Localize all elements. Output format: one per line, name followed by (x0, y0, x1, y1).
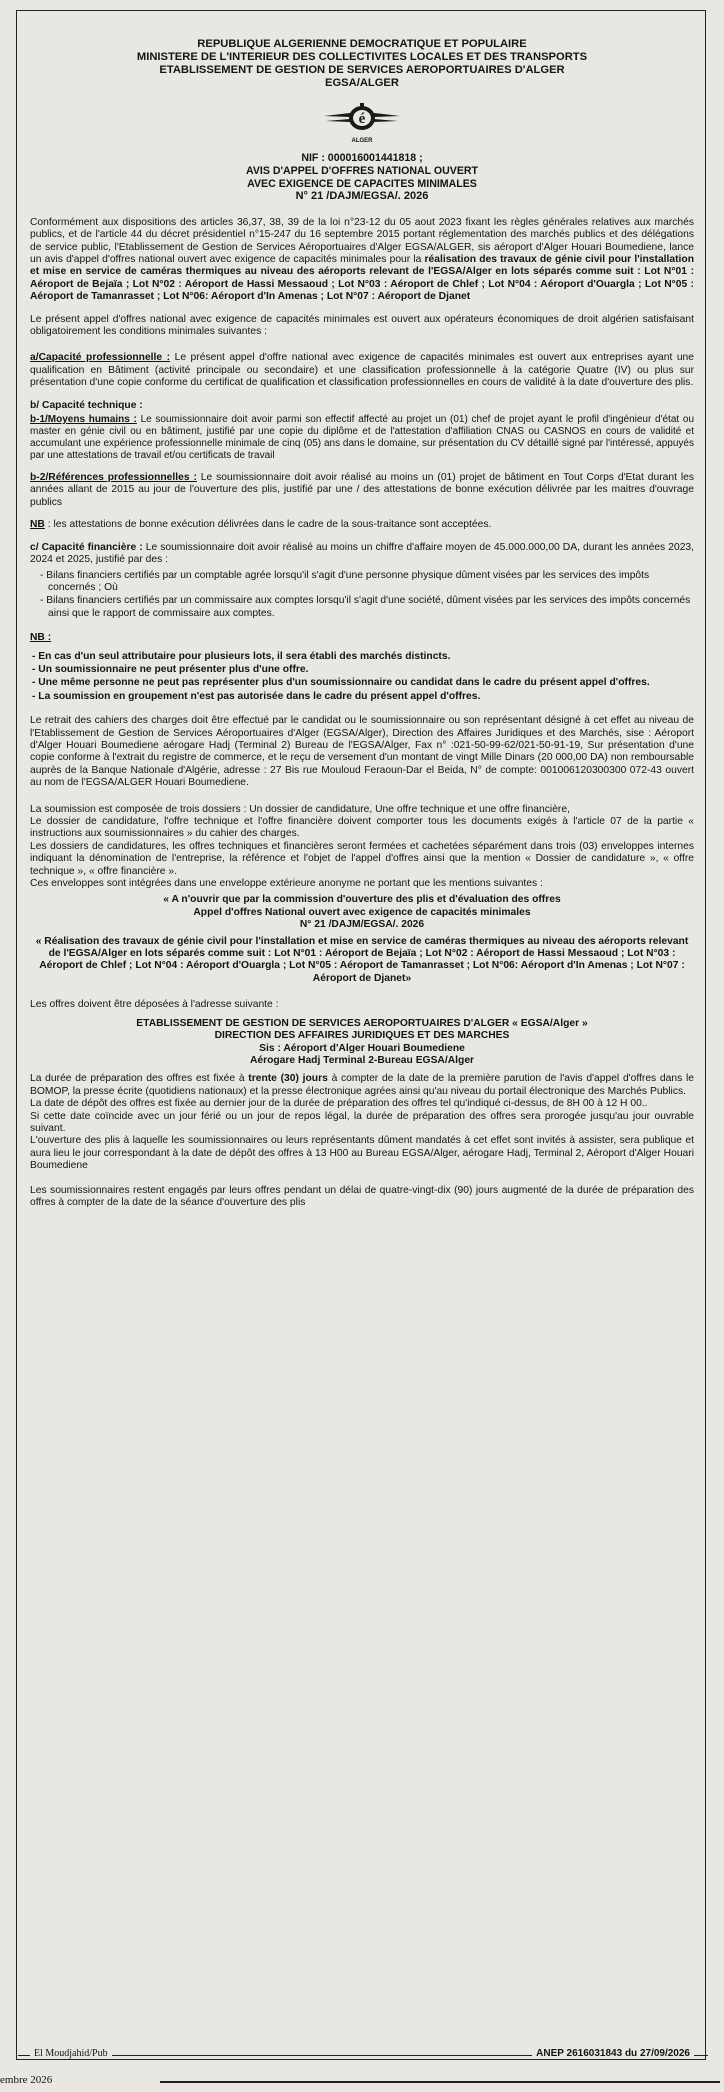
submission-block (30, 804, 694, 891)
professional-capacity-text: Le présent appel d'offre national avec exigence de capacités minimales est ouvert aux entreprises ayant une qualification en Bâtiment (activité principale ou secondaire) et une classification professionnelle à la catégorie Quatre (IV) ou plus sur présentation d'une copie conforme du certificat de qualification et classification professionnelles en cours de validité à la date d'ouverture des plis. (30, 352, 694, 389)
professional-references-text: Le soumissionnaire doit avoir réalisé au moins un (01) projet de bâtiment en Tout Corps d'Etat durant les années allant de 2015 au jour de l'ouverture des plis, justifié par une / des attestations de bonne exécution délivrée par les maitres d'ouvrage publics (30, 472, 694, 508)
svg-text:é: é (358, 111, 366, 127)
human-resources (30, 414, 694, 462)
notice-content (30, 38, 694, 1219)
envelope-line-4: « Réalisation des travaux de génie civil pour l'installation et mise en service de caméras thermiques au niveau des aéroports relevant de l'EGSA/Alger en lots séparés comme suit : Lot N°01 : Aéroport de Bejaïa ; Lot N°02 : Aéroport de Hassi Messaoud ; Lot N°03 : Aéroport de Chlef ; Lot N°04 : Aéroport d'Ouargla ; Lot N°05 : Aéroport de Tamanrasset ; Lot N°06: Aéroport d'In Amenas ; Lot N°07 : Aéroport de Djanet» (35, 935, 689, 984)
envelope-line-3: N° 21 /DAJM/EGSA/. 2026 (299, 919, 425, 931)
intro-paragraph (30, 217, 694, 304)
financial-capacity-text: Le soumissionnaire doit avoir réalisé au moins un chiffre d'affaire moyen de 45.000.000,00 DA, durant les années 2023, 2024 et 2025, justifié par des : (30, 541, 695, 566)
list-item: - Bilans financiers certifiés par un comptable agrée lorsqu'il s'agit d'une personne physique dûment visées par les services des impôts concernés ; Où (40, 569, 650, 593)
professional-capacity-label: a/Capacité professionnelle : (30, 352, 171, 364)
list-item: - En cas d'un seul attributaire pour plusieurs lots, il sera établi des marchés distincts. (32, 650, 451, 662)
header-line-establishment: ETABLISSEMENT DE GESTION DE SERVICES AEROPORTUAIRES D'ALGER (159, 64, 565, 76)
financial-capacity (30, 542, 694, 567)
intro-object-bold: réalisation des travaux de génie civil pour l'installation et mise en service de caméras thermiques au niveau des aéroports relevant de l'EGSA/Alger en lots séparés comme suit : Lot N°01 : Aéroport de Bejaïa ; Lot N°02 : Aéroport de Hassi Messaoud ; Lot N°03 : Aéroport de Chlef ; Lot N°04 : Aéroport d'Ouargla ; Lot N°05 : Aéroport de Tamanrasset ; Lot N°06: Aéroport d'In Amenas ; Lot N°07 : Aéroport de Djanet (30, 254, 694, 303)
deposit-address-line-1: ETABLISSEMENT DE GESTION DE SERVICES AEROPORTUAIRES D'ALGER « EGSA/Alger » (136, 1017, 588, 1029)
deposit-terms (30, 1073, 694, 1172)
professional-references-label: b-2/Références professionnelles : (30, 472, 197, 484)
envelope-mention (30, 894, 694, 985)
human-resources-text: Le soumissionnaire doit avoir parmi son effectif affecté au projet un (01) chef de projet ayant le profil d'ingénieur d'état ou master en génie civil ou en bâtiment, justifié par une copie du diplôme et de l'attestation d'affiliation CNAS ou CASNOS en cours de validité et accumulant une expérience professionnelle minimale de cinq (05) ans dans le domaine, sur présentation du CV détaillé signé par l'intéressé, appuyés par une attestations de travail et/ou certificats de travail (30, 414, 695, 462)
technical-capacity-label: b/ Capacité technique : (30, 399, 143, 411)
title-line-2: AVEC EXIGENCE DE CAPACITES MINIMALES (247, 177, 477, 190)
footer-source: El Moudjahid/Pub (30, 2048, 112, 2059)
deposit-date: La date de dépôt des offres est fixée au dernier jour de la durée de préparation des offres tel qu'indiqué ci-dessus, de 8H 00 à 12 H 00.. (30, 1098, 648, 1110)
submission-p2: Le dossier de candidature, l'offre technique et l'offre financière doivent comporter tous les documents exigés à l'article 07 de la partie « instructions aux soumissionnaires » du cahier des charges. (30, 816, 694, 840)
preparation-duration-days: trente (30) jours (248, 1073, 328, 1085)
submission-p1: La soumission est composée de trois dossiers : Un dossier de candidature, Une offre technique et une offre financière, (30, 803, 570, 815)
bottom-rule (160, 2081, 720, 2083)
financial-documents-list (30, 570, 694, 621)
logo (30, 102, 694, 144)
header-line-republic: REPUBLIQUE ALGERIENNE DEMOCRATIQUE ET POPULAIRE (197, 38, 527, 50)
logo-subtext: ALGER (351, 138, 373, 145)
envelope-line-2: Appel d'offres National ouvert avec exigence de capacités minimales (193, 906, 531, 918)
nb2-label: NB : (30, 632, 52, 644)
eligibility-paragraph: Le présent appel d'offres national avec exigence de capacités minimales est ouvert aux opérateurs économiques de droit algérien satisfaisant obligatoirement les conditions minimales suivantes : (30, 313, 694, 338)
title-line-1: AVIS D'APPEL D'OFFRES NATIONAL OUVERT (245, 165, 479, 177)
deposit-intro: Les offres doivent être déposées à l'adresse suivante : (30, 999, 279, 1011)
human-resources-label: b-1/Moyens humains : (30, 414, 137, 426)
holiday-rule: Si cette date coïncide avec un jour férié ou un jour de repos légal, la durée de préparation des offres sera prorogée jusqu'au jour ouvrable suivant. (30, 1110, 694, 1134)
deposit-address-line-4: Aérogare Hadj Terminal 2-Bureau EGSA/Alger (249, 1054, 475, 1066)
submission-p4: Ces enveloppes sont intégrées dans une enveloppe extérieure anonyme ne portant que les mentions suivantes : (30, 878, 543, 890)
nb2-list (30, 651, 694, 704)
footer-anep-reference: ANEP 2616031843 du 27/09/2026 (532, 2048, 694, 2059)
opening-session: L'ouverture des plis à laquelle les soumissionnaires ou leurs représentants dûment mandatés à cet effet sont invités à assister, sera publique et aura lieu le jour correspondant à la date de dépôt des offres à 13 H00 au Bureau EGSA/Alger, aérogare Hadj, Terminal 2, Aéroport d'Alger Houari Boumediene (30, 1135, 694, 1172)
list-item: - La soumission en groupement n'est pas autorisée dans le cadre du présent appel d'offres. (32, 690, 481, 702)
page-date-fragment: embre 2026 (0, 2074, 53, 2086)
deposit-address-line-3: Sis : Aéroport d'Alger Houari Boumediene (259, 1042, 465, 1054)
preparation-duration-rest: à compter de la date de la première parution de l'avis d'appel d'offres dans le BOMOP, la presse écrite (quotidiens nationaux) et la presse électronique agrées ainsi qu'au niveau du portail électronique des Marchés Publics. (30, 1073, 695, 1097)
page-bottom-strip (0, 2072, 724, 2092)
list-item: - Un soumissionnaire ne peut présenter plus d'une offre. (32, 663, 309, 675)
nif-number: NIF : 000016001441818 ; (301, 152, 423, 165)
preparation-duration (30, 1073, 694, 1098)
nb-subcontracting-text: : les attestations de bonne exécution délivrées dans le cadre de la sous-traitance sont acceptées. (44, 519, 492, 531)
notice-title (30, 152, 694, 202)
deposit-address (30, 1018, 694, 1068)
header-line-egsa: EGSA/ALGER (325, 77, 399, 89)
professional-capacity (30, 352, 694, 389)
envelope-line-1: « A n'ouvrir que par la commission d'ouverture des plis et d'évaluation des offres (163, 894, 561, 906)
list-item: - Une même personne ne peut pas représenter plus d'un soumissionnaire ou candidat dans le cadre du présent appel d'offres. (32, 677, 650, 689)
notice-footer (18, 2048, 708, 2064)
nb-label: NB (30, 519, 45, 531)
preparation-duration-text: La durée de préparation des offres est fixée à (30, 1073, 249, 1085)
validity-paragraph: Les soumissionnaires restent engagés par leurs offres pendant un délai de quatre-vingt-dix (90) jours augmenté de la durée de préparation des offres à compter de la date de la séance d'ouverture des plis (30, 1184, 694, 1208)
deposit-address-line-2: DIRECTION DES AFFAIRES JURIDIQUES ET DES MARCHES (214, 1030, 510, 1042)
header-block (30, 38, 694, 90)
submission-p3: Les dossiers de candidatures, les offres techniques et financières seront fermées et cachetées séparément dans trois (03) enveloppes internes indiquant la dénomination de l'entreprise, la référence et l'objet de l'appel d'offres ainsi que la mention « Dossier de candidature », « offre technique », « offre financière ». (30, 840, 694, 877)
nb-subcontracting (30, 519, 694, 531)
list-item: - Bilans financiers certifiés par un commissaire aux comptes lorsqu'il s'agit d'une société, dûment visées par les services des impôts concernés ainsi que le rapport de commissaire aux comptes. (40, 595, 691, 619)
financial-capacity-label: c/ Capacité financière : (30, 541, 143, 553)
withdrawal-paragraph: Le retrait des cahiers des charges doit être effectué par le candidat ou le soumissionnaire ou son représentant désigné à cet effet au niveau de l'Etablissement de Gestion de Services Aéroportuaires d'Alger (EGSA/Alger), Direction des Affaires Juridiques et des Marchés, sise : Aéroport d'Alger Houari Boumediene aérogare Hadj (Terminal 2) Bureau de l'EGSA/Alger, Fax n° :021-50-99-62/021-50-91-19, Sur présentation d'une copie conforme à l'extrait du registre de commerce, et le reçu de versement d'un montant de vingt Mille Dinars (20 000,00 DA) non remboursable auprès de la Banque Nationale d'Algérie, adresse : 27 Bis rue Mouloud Feraoun-Dar el Beida, N° de compte: 001006120300300 072-43 ouvert au nom de l'EGSA/ALGER Houari Boumediene. (30, 715, 694, 789)
professional-references (30, 472, 694, 509)
notice-number: N° 21 /DAJM/EGSA/. 2026 (295, 190, 429, 203)
egsa-logo-icon (320, 102, 404, 144)
header-line-ministry: MINISTERE DE L'INTERIEUR DES COLLECTIVITES LOCALES ET DES TRANSPORTS (136, 51, 588, 63)
intro-text: Conformément aux dispositions des articles 36,37, 38, 39 de la loi n°23-12 du 05 aout 2023 fixant les règles générales relatives aux marchés publics, et de l'article 44 du décret présidentiel n°15-247 du 16 septembre 2015 portant réglementation des marchés publics et des délégations de service public, l'Etablissement de Gestion de Services Aéroportuaires d'Alger EGSA/ALGER, sis aéroport d'Alger Houari Boumediene, lance un avis d'appel d'offres national ouvert avec exigence de capacités minimales pour la (30, 216, 694, 265)
